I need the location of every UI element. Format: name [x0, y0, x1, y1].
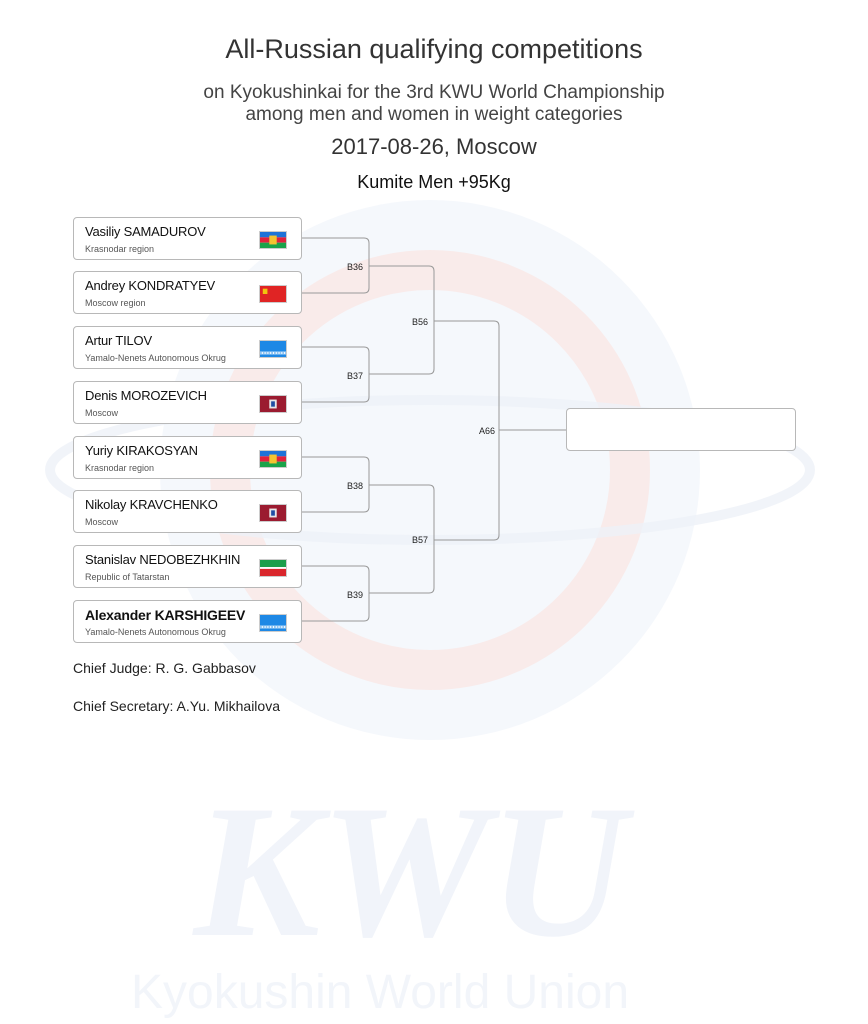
competitor-card[interactable] [73, 217, 302, 260]
bout-label-b56: B56 [412, 317, 429, 327]
competitor-name: Artur TILOV [85, 333, 152, 348]
subtitle-line-1: on Kyokushinkai for the 3rd KWU World Championship [203, 82, 665, 103]
subtitle-line-2: among men and women in weight categories [245, 104, 623, 125]
competitor-card[interactable] [73, 271, 302, 314]
bout-label-b39: B39 [347, 590, 364, 600]
competitor-region: Moscow [85, 517, 119, 527]
competitor-region: Moscow region [85, 298, 146, 308]
bout-label-a66: A66 [479, 426, 496, 436]
competitor-card[interactable] [73, 490, 302, 533]
tatarstan-flag-icon [259, 559, 287, 577]
category-title: Kumite Men +95Kg [357, 172, 511, 192]
svg-text:Kyokushin World Union: Kyokushin World Union [130, 966, 630, 1019]
competitor-region: Yamalo-Nenets Autonomous Okrug [85, 353, 226, 363]
competitor-region: Moscow [85, 408, 119, 418]
moscow-region-flag-icon [259, 285, 287, 303]
competitor-card[interactable] [73, 326, 302, 369]
chief-judge: Chief Judge: R. G. Gabbasov [73, 660, 256, 676]
bout-label-b37: B37 [347, 371, 364, 381]
svg-text:KWU: KWU [193, 767, 627, 977]
page-title: All-Russian qualifying competitions [225, 34, 643, 64]
winner-box[interactable] [566, 408, 796, 451]
competitor-card[interactable] [73, 600, 302, 643]
date-place: 2017-08-26, Moscow [331, 134, 537, 159]
bout-label-b36: B36 [347, 262, 364, 272]
yamalo-nenets-flag-icon [259, 340, 287, 358]
competitor-name: Yuriy KIRAKOSYAN [85, 443, 198, 458]
competitor-name: Nikolay KRAVCHENKO [85, 497, 218, 512]
bout-label-b38: B38 [347, 481, 364, 491]
moscow-flag-icon [259, 395, 287, 413]
competitor-name: Andrey KONDRATYEV [85, 278, 216, 293]
chief-secretary: Chief Secretary: A.Yu. Mikhailova [73, 698, 280, 714]
competitor-region: Krasnodar region [85, 244, 155, 254]
krasnodar-flag-icon [259, 450, 287, 468]
competitor-name: Stanislav NEDOBEZHKHIN [85, 552, 241, 567]
competitor-region: Yamalo-Nenets Autonomous Okrug [85, 627, 226, 637]
competitor-card[interactable] [73, 436, 302, 479]
competitor-name: Vasiliy SAMADUROV [85, 224, 206, 239]
yamalo-nenets-flag-icon [259, 614, 287, 632]
krasnodar-flag-icon [259, 231, 287, 249]
competitor-card[interactable] [73, 381, 302, 424]
competitor-name: Denis MOROZEVICH [85, 388, 207, 403]
competitor-name: Alexander KARSHIGEEV [85, 607, 246, 623]
competitor-card[interactable] [73, 545, 302, 588]
competitor-region: Republic of Tatarstan [85, 572, 170, 582]
bout-label-b57: B57 [412, 535, 429, 545]
competitor-region: Krasnodar region [85, 463, 155, 473]
moscow-flag-icon [259, 504, 287, 522]
